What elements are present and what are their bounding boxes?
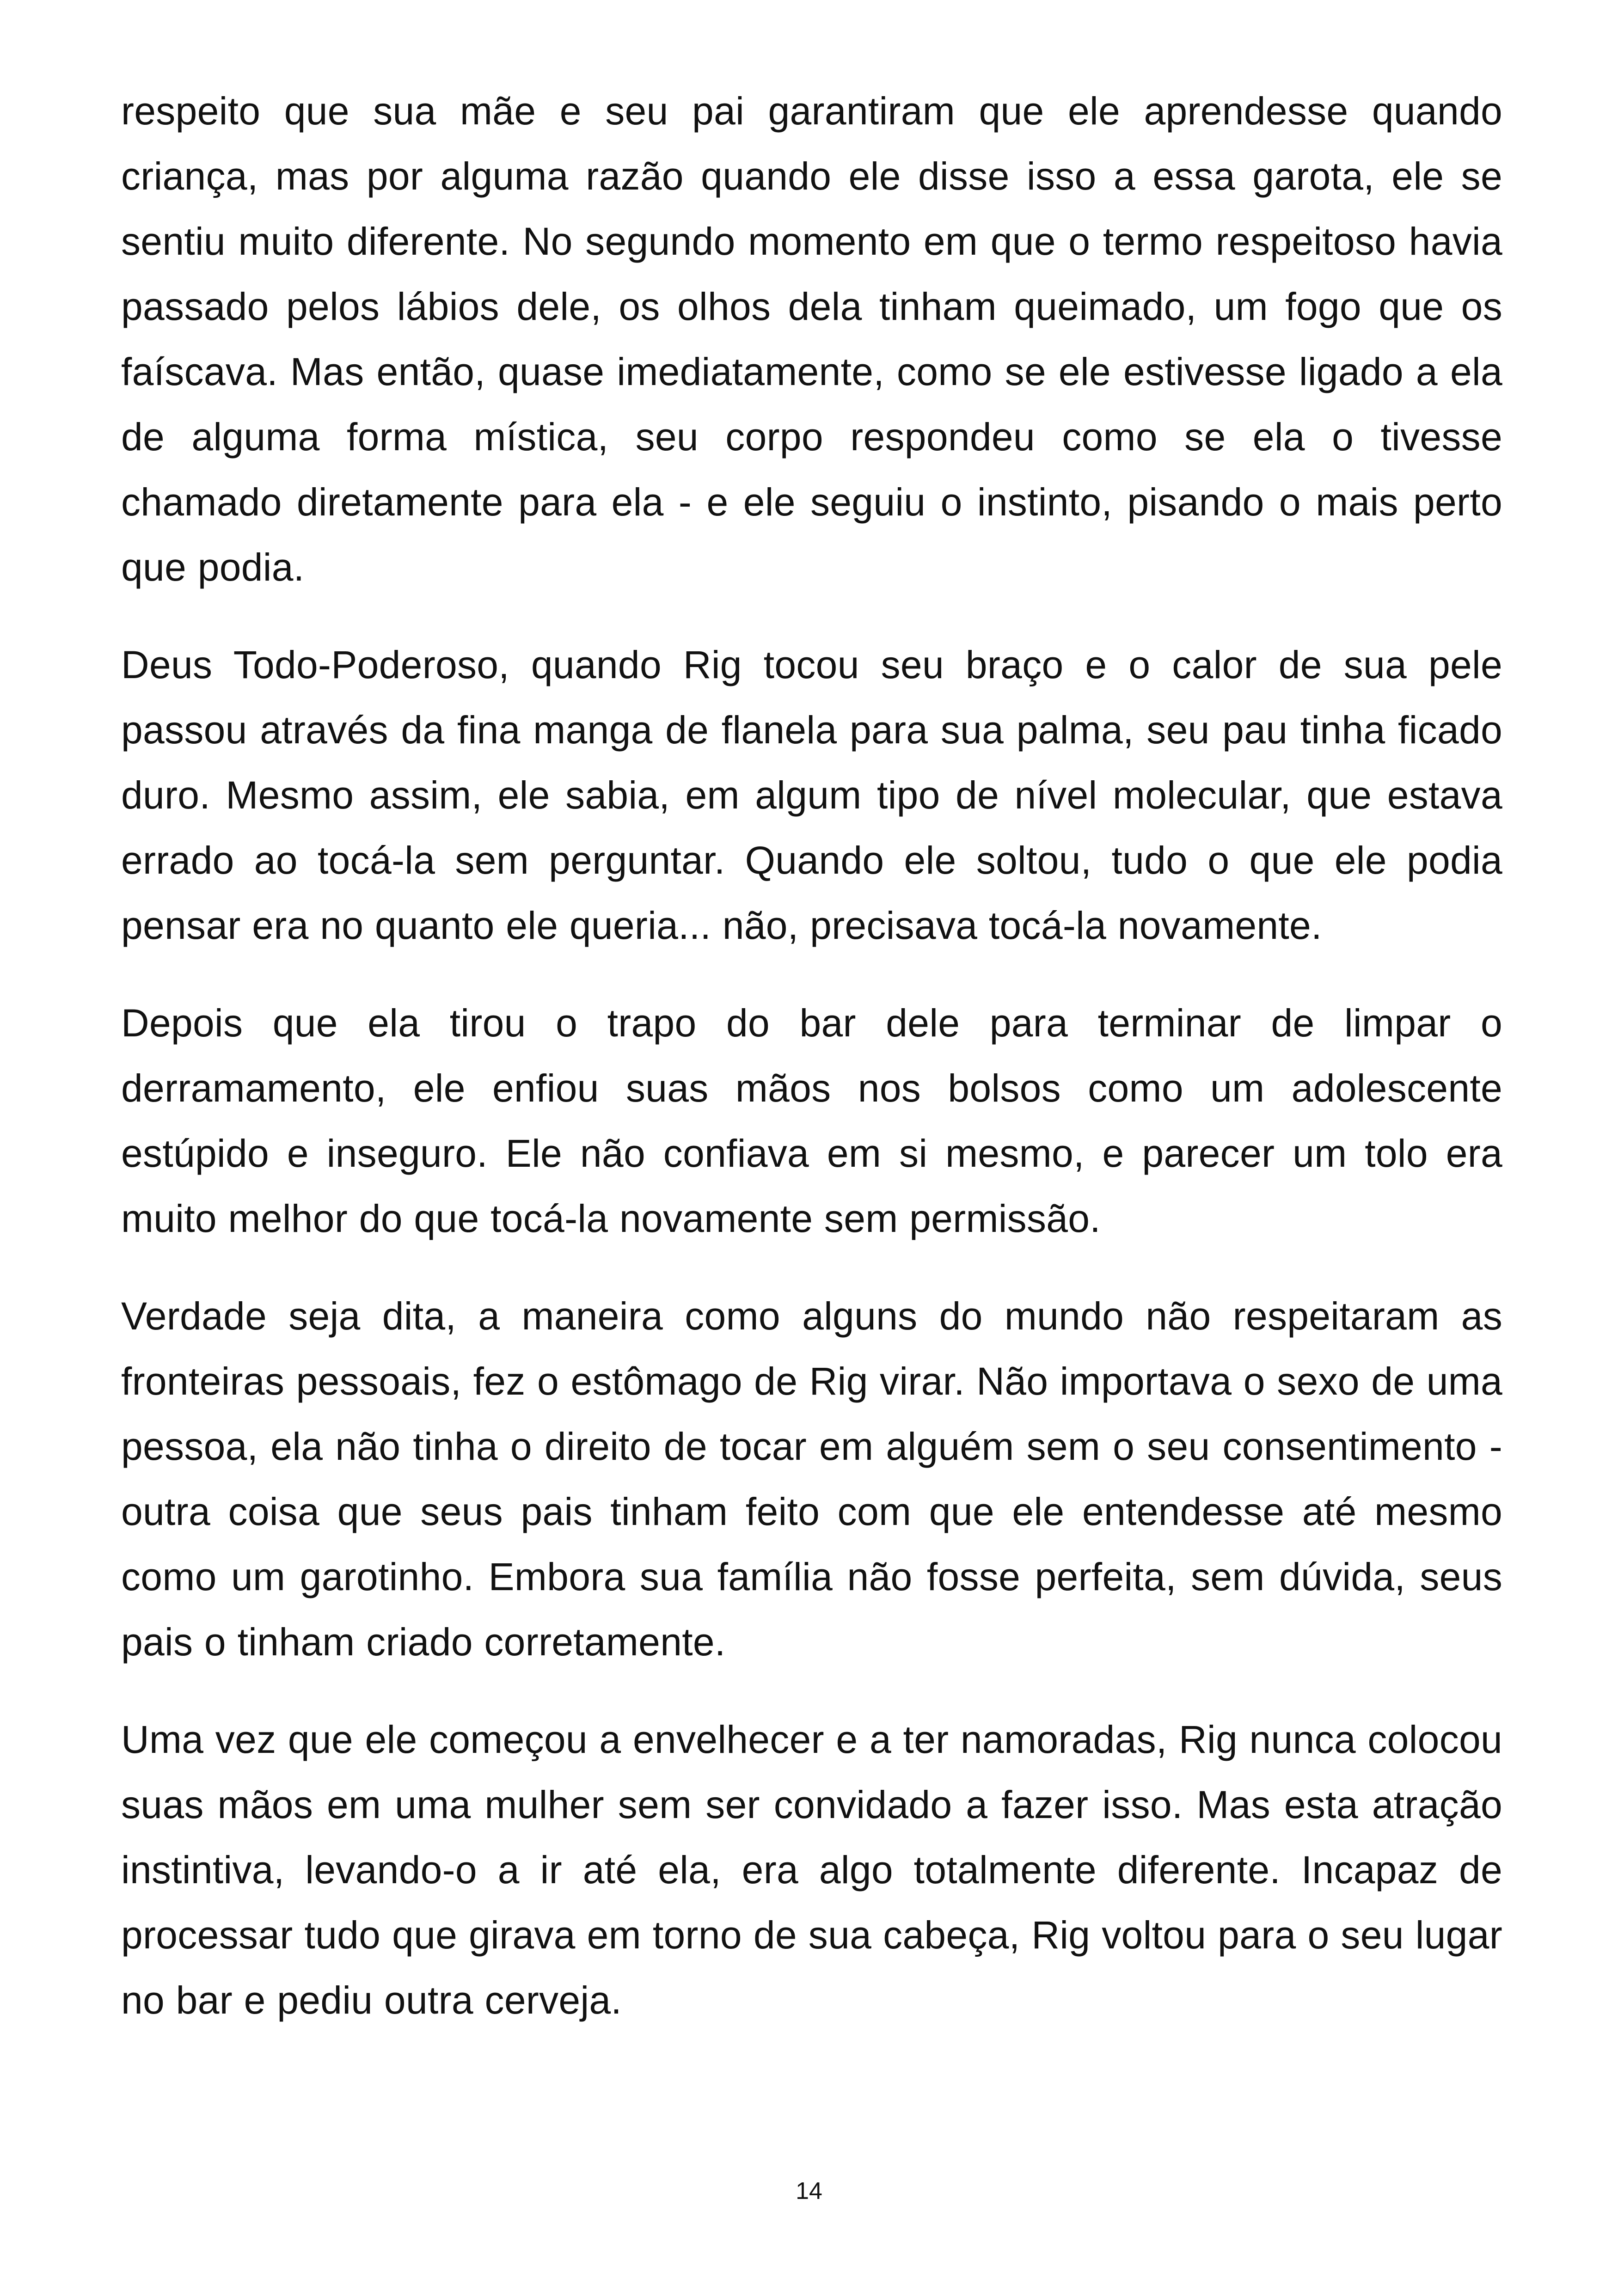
- paragraph: Depois que ela tirou o trapo do bar dele para terminar de limpar o derramamento, ele enfiou suas mãos nos bolsos como um adolescente estúpido e inseguro. Ele não confiava em si mesmo, e parecer um tolo era muito melhor do que tocá-la novamente sem permissão.: [121, 1001, 1502, 1240]
- paragraph: Verdade seja dita, a maneira como alguns do mundo não respeitaram as fronteiras pessoais, fez o estômago de Rig virar. Não importava o sexo de uma pessoa, ela não tinha o direito de tocar em alguém sem o seu consentimento - outra coisa que seus pais tinham feito com que ele entendesse até mesmo como um garotinho. Embora sua família não fosse perfeita, sem dúvida, seus pais o tinham criado corretamente.: [121, 1294, 1502, 1664]
- paragraph: respeito que sua mãe e seu pai garantiram que ele aprendesse quando criança, mas por alguma razão quando ele disse isso a essa garota, ele se sentiu muito diferente. No segundo momento em que o termo respeitoso havia passado pelos lábios dele, os olhos dela tinham queimado, um fogo que os faíscava. Mas então, quase imediatamente, como se ele estivesse ligado a ela de alguma forma mística, seu corpo respondeu como se ela o tivesse chamado diretamente para ela - e ele seguiu o instinto, pisando o mais perto que podia.: [121, 89, 1502, 589]
- paragraph: Deus Todo-Poderoso, quando Rig tocou seu braço e o calor de sua pele passou através da fina manga de flanela para sua palma, seu pau tinha ficado duro. Mesmo assim, ele sabia, em algum tipo de nível molecular, que estava errado ao tocá-la sem perguntar. Quando ele soltou, tudo o que ele podia pensar era no quanto ele queria... não, precisava tocá-la novamente.: [121, 643, 1502, 947]
- page-number: 14: [796, 2178, 822, 2204]
- paragraph: Uma vez que ele começou a envelhecer e a ter namoradas, Rig nunca colocou suas mãos em uma mulher sem ser convidado a fazer isso. Mas esta atração instintiva, levando-o a ir até ela, era algo totalmente diferente. Incapaz de processar tudo que girava em torno de sua cabeça, Rig voltou para o seu lugar no bar e pediu outra cerveja.: [121, 1718, 1502, 2022]
- body-text: [121, 79, 1502, 2065]
